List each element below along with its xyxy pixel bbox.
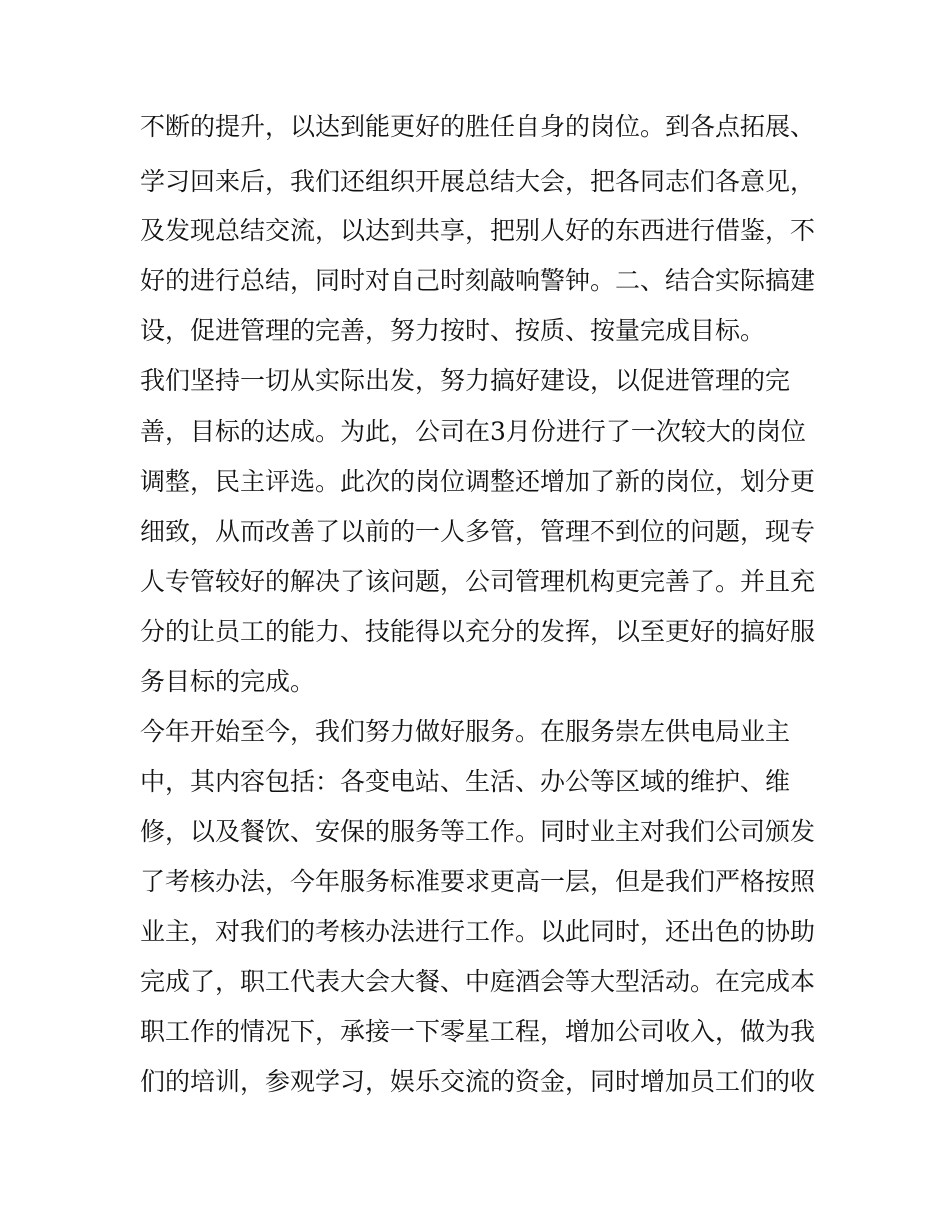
text-line: 分的让员工的能力、技能得以充分的发挥，以至更好的搞好服 xyxy=(140,617,816,646)
text-line: 调整，民主评选。此次的岗位调整还增加了新的岗位，划分更 xyxy=(140,467,816,496)
text-line: 完成了，职工代表大会大餐、中庭酒会等大型活动。在完成本 xyxy=(140,967,816,996)
text-line: 务目标的完成。 xyxy=(140,667,316,696)
text-line: 学习回来后，我们还组织开展总结大会，把各同志们各意见， xyxy=(140,167,816,196)
text-line: 业主，对我们的考核办法进行工作。以此同时，还出色的协助 xyxy=(140,917,816,946)
text-line: 中，其内容包括：各变电站、生活、办公等区域的维护、维 xyxy=(140,767,791,796)
text-line: 不断的提升，以达到能更好的胜任自身的岗位。到各点拓展、 xyxy=(140,112,816,141)
text-line: 细致，从而改善了以前的一人多管，管理不到位的问题，现专 xyxy=(140,517,816,546)
text-line: 人专管较好的解决了该问题，公司管理机构更完善了。并且充 xyxy=(140,567,816,596)
text-line: 修，以及餐饮、安保的服务等工作。同时业主对我们公司颁发 xyxy=(140,817,816,846)
text-line: 今年开始至今，我们努力做好服务。在服务崇左供电局业主 xyxy=(140,717,791,746)
text-line: 及发现总结交流，以达到共享，把别人好的东西进行借鉴，不 xyxy=(140,216,816,245)
text-line: 我们坚持一切从实际出发，努力搞好建设，以促进管理的完 xyxy=(140,366,791,395)
text-line: 善，目标的达成。为此，公司在3月份进行了一次较大的岗位 xyxy=(140,417,806,446)
text-line: 职工作的情况下，承接一下零星工程，增加公司收入，做为我 xyxy=(140,1017,816,1046)
text-line: 们的培训，参观学习，娱乐交流的资金，同时增加员工们的收 xyxy=(140,1067,816,1096)
text-line: 了考核办法，今年服务标准要求更高一层，但是我们严格按照 xyxy=(140,867,816,896)
text-line: 好的进行总结，同时对自己时刻敲响警钟。二、结合实际搞建 xyxy=(140,266,816,295)
text-line: 设，促进管理的完善，努力按时、按质、按量完成目标。 xyxy=(140,316,766,345)
